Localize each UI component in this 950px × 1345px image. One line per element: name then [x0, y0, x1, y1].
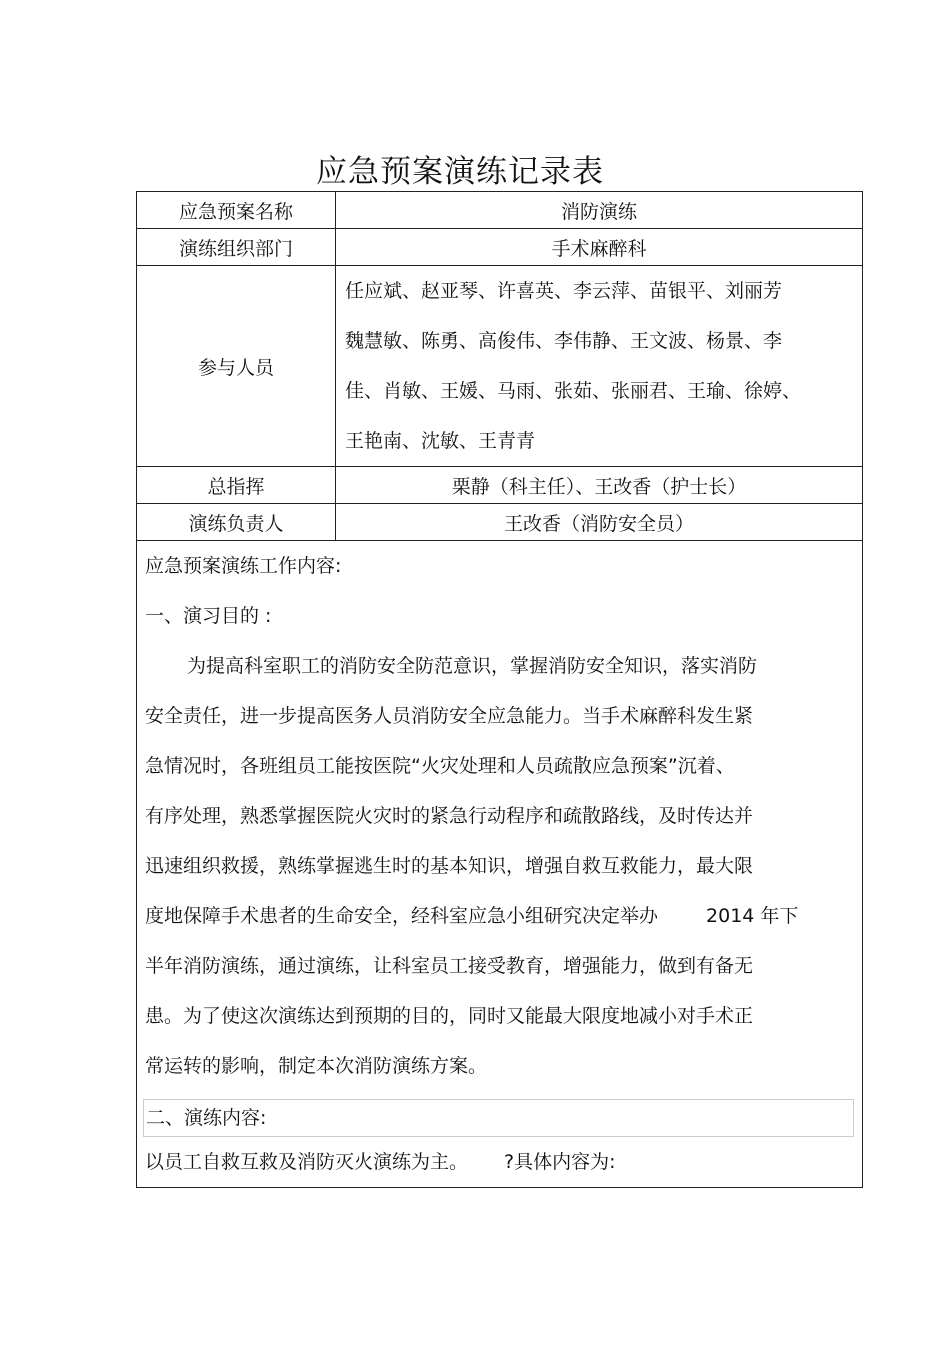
last-line-part-a: 以员工自救互救及消防灭火演练为主。	[145, 1151, 469, 1173]
department-label: 演练组织部门	[137, 229, 336, 266]
paragraph-line: 为提高科室职工的消防安全防范意识，掌握消防安全知识，落实消防	[187, 655, 758, 677]
year-line-suffix: 年下	[760, 905, 799, 927]
participants-line: 王艳南、沈敏、王青青	[345, 430, 536, 452]
paragraph-line-year	[145, 891, 858, 941]
commander-row	[137, 467, 863, 504]
content-heading: 应急预案演练工作内容:	[145, 555, 342, 577]
drill-record-table	[136, 191, 863, 1188]
commander-value: 栗静（科主任）、王改香（护士长）	[336, 467, 863, 504]
content-cell	[137, 541, 863, 1188]
paragraph-line: 安全责任，进一步提高医务人员消防安全应急能力。当手术麻醉科发生紧	[145, 705, 754, 727]
plan-name-value: 消防演练	[336, 192, 863, 229]
content-body	[145, 541, 858, 1187]
participants-row	[137, 266, 863, 467]
participants-value	[336, 266, 863, 467]
department-row	[137, 229, 863, 266]
section2-title: 二、演练内容:	[143, 1099, 854, 1137]
participants-line: 魏慧敏、陈勇、高俊伟、李伟静、王文波、杨景、李	[345, 330, 783, 352]
year-line-prefix: 度地保障手术患者的生命安全，经科室应急小组研究决定举办	[145, 905, 659, 927]
paragraph-line: 患。为了使这次演练达到预期的目的，同时又能最大限度地减小对手术正	[145, 1005, 754, 1027]
commander-label: 总指挥	[137, 467, 336, 504]
paragraph-line: 急情况时，各班组员工能按医院“火灾处理和人员疏散应急预案”沉着、	[145, 755, 735, 777]
year-number: 2014	[706, 905, 755, 927]
paragraph-line: 半年消防演练，通过演练，让科室员工接受教育，增强能力，做到有备无	[145, 955, 754, 977]
paragraph-line: 迅速组织救援，熟练掌握逃生时的基本知识，增强自救互救能力，最大限	[145, 855, 754, 877]
participants-line: 佳、肖敏、王媛、马雨、张茹、张丽君、王瑜、徐婷、	[345, 380, 802, 402]
section1-title: 一、演习目的 :	[145, 605, 272, 627]
department-value: 手术麻醉科	[336, 229, 863, 266]
responsible-value: 王改香（消防安全员）	[336, 504, 863, 541]
page-title: 应急预案演练记录表	[316, 154, 604, 190]
plan-name-row	[137, 192, 863, 229]
plan-name-label: 应急预案名称	[137, 192, 336, 229]
paragraph-line: 有序处理，熟悉掌握医院火灾时的紧急行动程序和疏散路线，及时传达并	[145, 805, 754, 827]
participants-label: 参与人员	[137, 266, 336, 467]
participants-line: 任应斌、赵亚琴、许喜英、李云萍、苗银平、刘丽芳	[345, 280, 783, 302]
last-line-part-b: ?具体内容为:	[504, 1151, 616, 1173]
paragraph-line: 常运转的影响，制定本次消防演练方案。	[145, 1055, 488, 1077]
responsible-row	[137, 504, 863, 541]
content-last-line	[145, 1137, 858, 1187]
responsible-label: 演练负责人	[137, 504, 336, 541]
content-row	[137, 541, 863, 1188]
